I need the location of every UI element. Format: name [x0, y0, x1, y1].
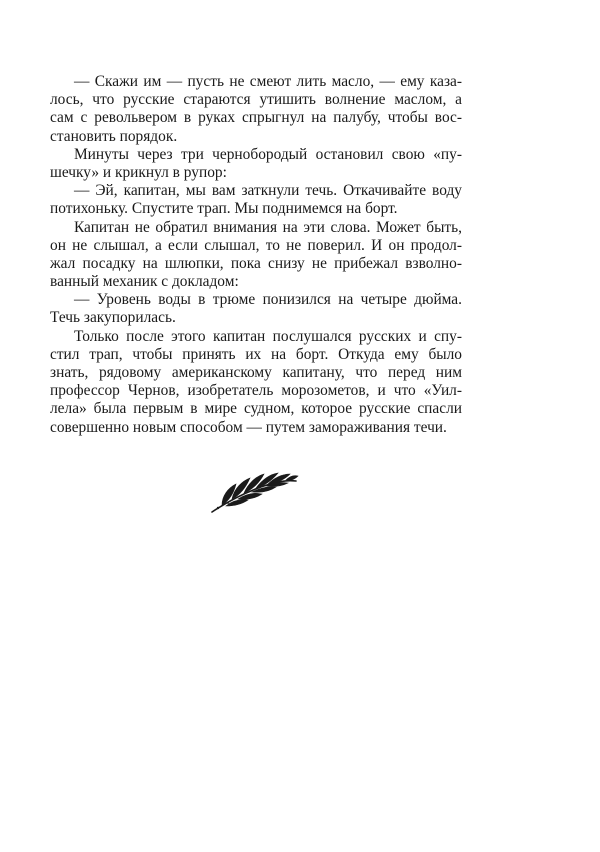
text-line: — Эй, капитан, мы вам заткнули течь. Откачивайте воду: [74, 182, 462, 200]
laurel-branch-icon: [208, 460, 300, 516]
text-line: совершенно новым способом — путем замораживания течи.: [50, 418, 447, 436]
text-line: ванный механик с докладом:: [50, 273, 239, 291]
paragraph-3: [50, 182, 462, 218]
text-line: лела» была первым в мире судном, которое русские спасли: [50, 400, 462, 418]
text-line: профессор Чернов, изобретатель морозометов, и что «Уил-: [50, 382, 462, 400]
paragraph-1: [50, 73, 462, 146]
text-line: стил трап, чтобы принять их на борт. Откуда ему было: [50, 345, 462, 363]
paragraph-4: [50, 219, 462, 292]
text-line: он не слышал, а если слышал, то не поверил. И он продол-: [50, 236, 462, 254]
text-line: шечку» и крикнул в рупор:: [50, 163, 227, 181]
paragraph-6: [50, 328, 462, 437]
text-line: — Скажи им — пусть не смеют лить масло, — ему каза-: [74, 73, 462, 90]
text-line: Капитан не обратил внимания на эти слова. Может быть,: [74, 218, 462, 236]
paragraph-5: [50, 291, 462, 327]
text-line: сам с револьвером в руках спрыгнул на палубу, чтобы вос-: [50, 109, 462, 127]
text-line: Минуты через три чернобородый остановил свою «пу-: [74, 145, 462, 163]
text-line: знать, рядовому американскому капитану, что перед ним: [50, 364, 462, 381]
text-line: потихоньку. Спустите трап. Мы поднимемся на борт.: [50, 200, 398, 218]
text-line: становить порядок.: [50, 127, 178, 145]
text-line: Только после этого капитан послушался русских и спу-: [74, 327, 462, 345]
paragraph-2: [50, 146, 462, 182]
text-line: жал посадку на шлюпки, пока снизу не прибежал взволно-: [50, 254, 462, 272]
text-line: Течь закупорилась.: [50, 309, 176, 327]
text-body: [50, 73, 462, 437]
text-line: — Уровень воды в трюме понизился на четыре дюйма.: [74, 291, 462, 309]
text-line: лось, что русские стараются утишить волнение маслом, а: [50, 91, 462, 109]
